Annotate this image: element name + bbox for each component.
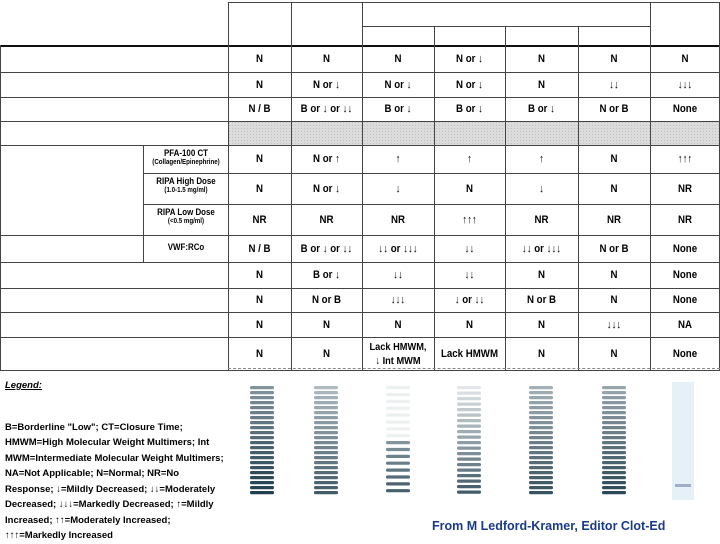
gel-band (314, 411, 338, 414)
gel-band (314, 386, 338, 389)
cell-r9-c0: N (255, 294, 263, 306)
gel-band (529, 441, 553, 444)
gel-band (602, 466, 626, 469)
gel-band (457, 441, 481, 444)
gel-band (602, 471, 626, 474)
gel-band (250, 391, 274, 394)
gel-band (529, 456, 553, 459)
gel-band (457, 452, 481, 455)
cell-r7-c5: N or B (599, 242, 629, 255)
grid-vline (143, 145, 144, 262)
gel-band (457, 436, 481, 439)
gel-type1 (312, 382, 340, 500)
cell-r7-c1: B or ↓ or ↓↓ (300, 242, 353, 255)
gel-band (314, 461, 338, 464)
gel-2a (384, 382, 412, 500)
gel-band (602, 441, 626, 444)
gel-band (314, 426, 338, 429)
gel-2n (600, 382, 628, 500)
gel-band (250, 471, 274, 474)
gel-band (602, 391, 626, 394)
header-type1 (295, 0, 357, 46)
gel-band (250, 446, 274, 449)
gel-band (250, 406, 274, 409)
gel-band (457, 403, 481, 406)
row-sublabel-4 (151, 148, 221, 168)
gel-band (529, 481, 553, 484)
cell-r10-c4: N (537, 318, 545, 331)
cell-r6-c5: NR (607, 213, 621, 226)
gel-band (250, 481, 274, 484)
grid-vline (505, 26, 506, 370)
grid-vline (434, 26, 435, 370)
grid-vline (578, 26, 579, 370)
gel-band (457, 425, 481, 428)
cell-r11-c1: N (322, 347, 330, 360)
cell-r8-c4: N (537, 269, 545, 281)
cell-r5-c3: N (465, 182, 473, 195)
cell-r9-c5: N (610, 294, 618, 306)
gel-band (457, 397, 481, 400)
gel-band (250, 386, 274, 389)
gel-band (314, 451, 338, 454)
cell-r8-c2: ↓↓ (393, 269, 403, 281)
cell-r4-c1: N or ↑ (313, 153, 340, 165)
gel-band (457, 485, 481, 488)
gel-band (386, 448, 410, 451)
gel-band (386, 414, 410, 417)
gel-band (457, 458, 481, 461)
gel-band (529, 431, 553, 434)
cell-r9-c3: ↓ or ↓↓ (454, 294, 485, 306)
cell-r0-c0: N (255, 53, 263, 65)
cell-r11-c2: Lack HMWM, ↓ Int MWM (369, 340, 427, 367)
gel-band (602, 436, 626, 439)
gel-band (314, 486, 338, 489)
gel-band (602, 416, 626, 419)
gel-band (529, 391, 553, 394)
gel-band (250, 411, 274, 414)
sublabel-main: RIPA Low Dose (157, 207, 215, 217)
cell-r4-c5: N (610, 153, 618, 165)
cell-r6-c0: NR (252, 213, 267, 226)
gel-band (314, 471, 338, 474)
row-sublabel-6 (151, 207, 221, 227)
gel-band (529, 396, 553, 399)
grid-vline (362, 2, 363, 370)
cell-r10-c2: N (394, 318, 402, 331)
gel-band (529, 491, 553, 494)
gel-band (386, 420, 410, 423)
grid-hline (362, 26, 650, 27)
legend-text: B=Borderline "Low"; CT=Closure Time; HMWM=High Molecular Weight Multimers; Int MWM=Intermediate Molecular Weight Multimers; NA=Not Applicable; N=Normal; NR=No Response; ↓=Mildly Decreased; ↓↓=Moderately Decreased; ↓↓↓=Markedly Decreased; ↑=Mildly Increased; ↑↑=Moderately Increased; ↑↑↑=Markedly Increased (5, 421, 224, 541)
cell-r7-c2: ↓↓ or ↓↓↓ (378, 242, 418, 255)
gel-band (250, 441, 274, 444)
gel-band (602, 406, 626, 409)
gel-band (602, 396, 626, 399)
gel-band (457, 414, 481, 417)
cell-r2-c2: B or ↓ (384, 103, 412, 115)
gel-normal (248, 382, 276, 500)
gel-band (602, 431, 626, 434)
cell-r5-c2: ↓ (395, 182, 401, 195)
cell-r9-c2: ↓↓↓ (390, 294, 406, 306)
cell-r2-c3: B or ↓ (456, 103, 483, 115)
gel-band (250, 476, 274, 479)
gel-band (386, 393, 410, 396)
cell-r5-c6: NR (678, 182, 692, 195)
gel-band (250, 456, 274, 459)
gel-band (675, 484, 691, 487)
header-assay (14, 0, 215, 46)
cell-r9-c6: None (672, 294, 698, 306)
gel-band (250, 416, 274, 419)
gel-band (386, 400, 410, 403)
gel-band (314, 476, 338, 479)
cell-r10-c1: N (322, 318, 330, 331)
gel-band (250, 461, 274, 464)
cell-r9-c1: N or B (311, 294, 342, 306)
cell-r10-c6: NA (678, 318, 692, 331)
row-sublabel-7 (151, 242, 221, 253)
gel-band (250, 486, 274, 489)
gel-band (457, 430, 481, 433)
gel-band (250, 426, 274, 429)
gel-2m (527, 382, 555, 500)
gel-band (602, 451, 626, 454)
gel-band (457, 469, 481, 472)
gel-band (457, 480, 481, 483)
cell-r6-c3: ↑↑↑ (462, 213, 477, 226)
gel-2b (455, 382, 483, 500)
gel-band (602, 456, 626, 459)
gel-band (457, 463, 481, 466)
cell-r2-c1: B or ↓ or ↓↓ (300, 103, 353, 115)
cell-r5-c5: N (610, 182, 618, 195)
gel-band (314, 391, 338, 394)
cell-r10-c0: N (255, 318, 263, 331)
gel-band (250, 491, 274, 494)
gel-band (314, 416, 338, 419)
cell-r1-c0: N (255, 78, 263, 91)
gel-band (602, 476, 626, 479)
cell-r10-c5: ↓↓↓ (606, 318, 622, 331)
gel-band (602, 491, 626, 494)
cell-r6-c6: NR (678, 213, 692, 226)
cell-r0-c3: N or ↓ (456, 53, 483, 65)
sublabel-main: RIPA High Dose (156, 176, 216, 186)
gel-band (386, 441, 410, 444)
legend-title: Legend: (5, 380, 42, 391)
cell-r8-c1: B or ↓ (313, 269, 340, 281)
gel-band (529, 461, 553, 464)
gel-band (602, 411, 626, 414)
cell-r1-c6: ↓↓↓ (677, 78, 693, 91)
cell-r2-c6: None (672, 103, 698, 115)
gel-band (602, 421, 626, 424)
gel-lane-bg (672, 382, 694, 500)
header-normal (232, 0, 287, 46)
gel-band (529, 406, 553, 409)
row-sublabel-5 (151, 176, 221, 196)
cell-r0-c6: N (681, 53, 689, 65)
gel-band (529, 446, 553, 449)
gel-band (250, 431, 274, 434)
grid-vline (228, 2, 229, 370)
gel-band (386, 482, 410, 485)
cell-r2-c4: B or ↓ (528, 103, 555, 115)
gel-band (602, 486, 626, 489)
cell-r8-c0: N (255, 269, 263, 281)
cell-r11-c3: Lack HMWM (440, 347, 499, 360)
cell-r0-c1: N (322, 53, 330, 65)
cell-r4-c2: ↑ (395, 153, 401, 165)
grid-hline (0, 370, 720, 371)
cell-r11-c0: N (255, 347, 263, 360)
gel-band (250, 436, 274, 439)
credit-text: From M Ledford-Kramer, Editor Clot-Ed (432, 519, 666, 533)
legend (5, 378, 227, 544)
gel-band (250, 396, 274, 399)
grid-hline (0, 121, 720, 122)
gel-band (457, 408, 481, 411)
gel-band (386, 386, 410, 389)
sublabel-note: (<0.5 mg/ml) (167, 218, 205, 226)
gel-band (386, 475, 410, 478)
cell-r4-c6: ↑↑↑ (677, 153, 693, 165)
cell-r1-c3: N or ↓ (456, 78, 483, 91)
cell-r7-c3: ↓↓ (464, 242, 475, 255)
cell-r8-c3: ↓↓ (464, 269, 475, 281)
gel-band (386, 489, 410, 492)
gel-band (529, 426, 553, 429)
grid-vline (650, 2, 651, 370)
header-type2 (379, 0, 632, 26)
gel-band (602, 426, 626, 429)
grid-vline (0, 45, 1, 370)
cell-r1-c4: N (537, 78, 545, 91)
gel-band (386, 455, 410, 458)
gel-band (314, 406, 338, 409)
gel-band (386, 469, 410, 472)
gel-band (314, 401, 338, 404)
cell-r1-c2: N or ↓ (384, 78, 412, 91)
cell-r8-c5: N (610, 269, 618, 281)
header-sub-2n (582, 27, 645, 46)
gel-band (529, 416, 553, 419)
gel-band (602, 401, 626, 404)
header-sub-2m (509, 27, 573, 46)
grid-hline (228, 2, 720, 3)
cell-r6-c2: NR (391, 213, 405, 226)
gel-band (314, 456, 338, 459)
cell-r10-c3: N (465, 318, 473, 331)
gel-band (529, 411, 553, 414)
cell-r11-c5: N (610, 347, 618, 360)
gel-band (250, 421, 274, 424)
gel-band (529, 471, 553, 474)
gel-band (529, 466, 553, 469)
gel-band (250, 466, 274, 469)
cell-r1-c5: ↓↓ (609, 78, 619, 91)
gel-band (314, 431, 338, 434)
gel-band (314, 466, 338, 469)
sublabel-main: VWF:RCo (167, 242, 205, 252)
gel-band (386, 407, 410, 410)
gel-band (602, 446, 626, 449)
header-type3 (654, 0, 716, 46)
gel-band (529, 451, 553, 454)
sublabel-note: (Collagen/Epinephrine) (152, 159, 220, 167)
cell-r6-c1: NR (319, 213, 334, 226)
cell-r4-c0: N (255, 153, 263, 165)
gel-band (529, 476, 553, 479)
header-sub-2b (438, 27, 500, 46)
gel-band (314, 421, 338, 424)
gel-band (529, 421, 553, 424)
grid-vline (291, 2, 292, 370)
cell-r4-c4: ↑ (539, 153, 544, 165)
cell-r5-c1: N or ↓ (313, 182, 340, 195)
gel-band (457, 419, 481, 422)
gel-band (386, 427, 410, 430)
cell-r7-c6: None (672, 242, 698, 255)
gel-band (386, 434, 410, 437)
gel-band (314, 446, 338, 449)
cell-r6-c4: NR (534, 213, 549, 226)
gel-band (314, 481, 338, 484)
cell-r1-c1: N or ↓ (313, 78, 340, 91)
gel-band (314, 396, 338, 399)
header-sub-2a (366, 27, 429, 46)
cell-r11-c4: N (537, 347, 545, 360)
sublabel-note: (1.0-1.5 mg/ml) (164, 187, 208, 195)
cell-r7-c0: N / B (248, 242, 271, 255)
cell-r0-c5: N (610, 53, 618, 65)
gel-band (250, 451, 274, 454)
gel-band (314, 491, 338, 494)
gel-band (529, 436, 553, 439)
gel-band (250, 401, 274, 404)
gel-band (529, 401, 553, 404)
gel-band (457, 386, 481, 389)
gel-band (314, 436, 338, 439)
gel-band (457, 392, 481, 395)
cell-r4-c3: ↑ (467, 153, 472, 165)
cell-r5-c4: ↓ (539, 182, 544, 195)
gel-band (602, 386, 626, 389)
cell-r9-c4: N or B (526, 294, 557, 306)
cell-r0-c2: N (394, 53, 402, 65)
cell-r7-c4: ↓↓ or ↓↓↓ (521, 242, 562, 255)
cell-r11-c6: None (672, 347, 698, 360)
cell-r2-c5: N or B (599, 103, 629, 115)
cell-r5-c0: N (255, 182, 263, 195)
cell-r2-c0: N / B (248, 103, 271, 115)
gel-band (529, 486, 553, 489)
gel-band (602, 461, 626, 464)
cell-r8-c6: None (672, 269, 698, 281)
gel-band (457, 474, 481, 477)
gel-band (529, 386, 553, 389)
cell-r0-c4: N (537, 53, 545, 65)
sublabel-main: PFA-100 CT (163, 148, 208, 158)
divider-dashed (228, 368, 720, 369)
gel-type3 (672, 382, 694, 500)
vwf-function-shade (228, 121, 720, 145)
gel-band (457, 447, 481, 450)
gel-band (386, 462, 410, 465)
gel-band (314, 441, 338, 444)
gel-band (457, 491, 481, 494)
gel-band (602, 481, 626, 484)
